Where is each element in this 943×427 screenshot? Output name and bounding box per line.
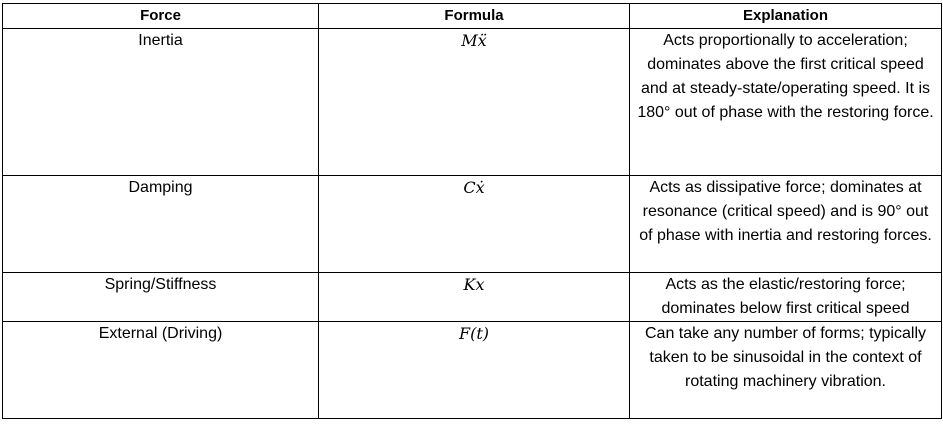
force-formula: Kx xyxy=(319,273,630,322)
header-formula: Formula xyxy=(319,4,630,29)
header-force: Force xyxy=(3,4,319,29)
table-row xyxy=(3,29,942,176)
force-explanation: Acts as the elastic/restoring force; dominates below first critical speed xyxy=(630,273,942,322)
table-row xyxy=(3,176,942,273)
table-header-row xyxy=(3,4,942,29)
force-name: Inertia xyxy=(3,29,319,176)
force-formula: F(t) xyxy=(319,322,630,419)
force-name: External (Driving) xyxy=(3,322,319,419)
table-row xyxy=(3,322,942,419)
force-explanation: Acts as dissipative force; dominates at resonance (critical speed) and is 90° out of phase with inertia and restoring forces. xyxy=(630,176,942,273)
force-formula: Mẍ xyxy=(319,29,630,176)
header-explanation: Explanation xyxy=(630,4,942,29)
force-name: Spring/Stiffness xyxy=(3,273,319,322)
force-explanation: Acts proportionally to acceleration; dominates above the first critical speed and at steady-state/operating speed. It is 180° out of phase with the restoring force. xyxy=(630,29,942,176)
table-row xyxy=(3,273,942,322)
forces-table xyxy=(2,3,942,419)
force-name: Damping xyxy=(3,176,319,273)
force-formula: Cẋ xyxy=(319,176,630,273)
force-explanation: Can take any number of forms; typically taken to be sinusoidal in the context of rotating machinery vibration. xyxy=(630,322,942,419)
